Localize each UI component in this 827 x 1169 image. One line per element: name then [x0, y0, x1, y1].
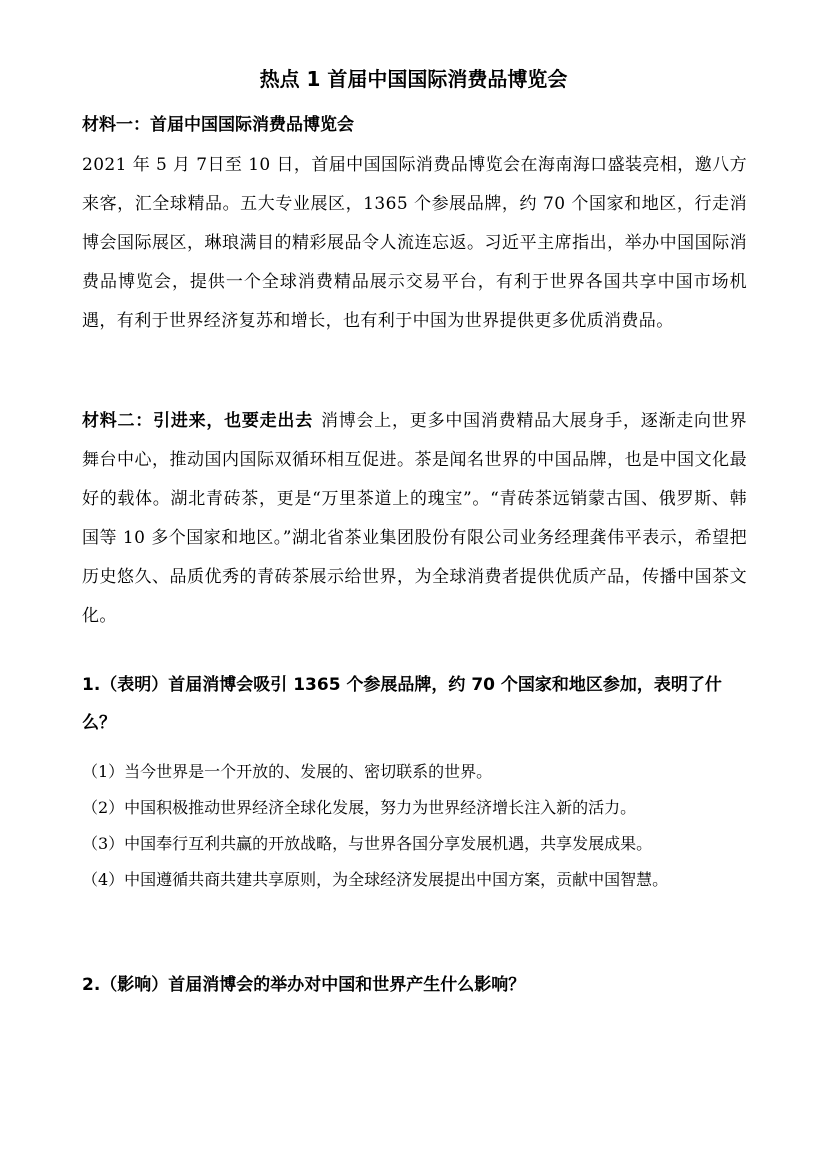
answer-item: （4）中国遵循共商共建共享原则，为全球经济发展提出中国方案，贡献中国智慧。	[82, 870, 669, 889]
document-title: 热点 1 首届中国国际消费品博览会	[259, 67, 568, 91]
answer-item: （2）中国积极推动世界经济全球化发展，努力为世界经济增长注入新的活力。	[82, 798, 637, 817]
answer-item: （1）当今世界是一个开放的、发展的、密切联系的世界。	[82, 762, 493, 781]
material-2-heading: 材料二：引进来，也要走出去	[82, 411, 313, 431]
answer-item: （3）中国奉行互利共赢的开放战略，与世界各国分享发展机遇，共享发展成果。	[82, 834, 653, 853]
question-1: 1.（表明）首届消博会吸引 1365 个参展品牌，约 70 个国家和地区参加，表明了什么？	[82, 675, 722, 733]
material-1-body: 2021 年 5 月 7日至 10 日，首届中国国际消费品博览会在海南海口盛装亮相，邀八方来客，汇全球精品。五大专业展区，1365 个参展品牌，约 70 个国家和地区，行走消博会国际展区，琳琅满目的精彩展品令人流连忘返。习近平主席指出，举办中国国际消费品博览会，提供一个全球消费精品展示交易平台，有利于世界各国共享中国市场机遇，有利于世界经济复苏和增长，也有利于中国为世界提供更多优质消费品。	[82, 155, 747, 331]
material-1-heading: 材料一：首届中国国际消费品博览会	[82, 115, 354, 135]
material-2-body: 消博会上，更多中国消费精品大展身手，逐渐走向世界舞台中心，推动国内国际双循环相互促进。茶是闻名世界的中国品牌，也是中国文化最好的载体。湖北青砖茶，更是“万里茶道上的瑰宝”。“青砖茶远销蒙古国、俄罗斯、韩国等 10 多个国家和地区。”湖北省茶业集团股份有限公司业务经理龚伟平表示，希望把历史悠久、品质优秀的青砖茶展示给世界，为全球消费者提供优质产品，传播中国茶文化。	[82, 411, 747, 626]
question-1-answers	[82, 754, 747, 898]
material-2-paragraph	[82, 402, 747, 636]
question-2: 2.（影响）首届消博会的举办对中国和世界产生什么影响？	[82, 975, 526, 995]
